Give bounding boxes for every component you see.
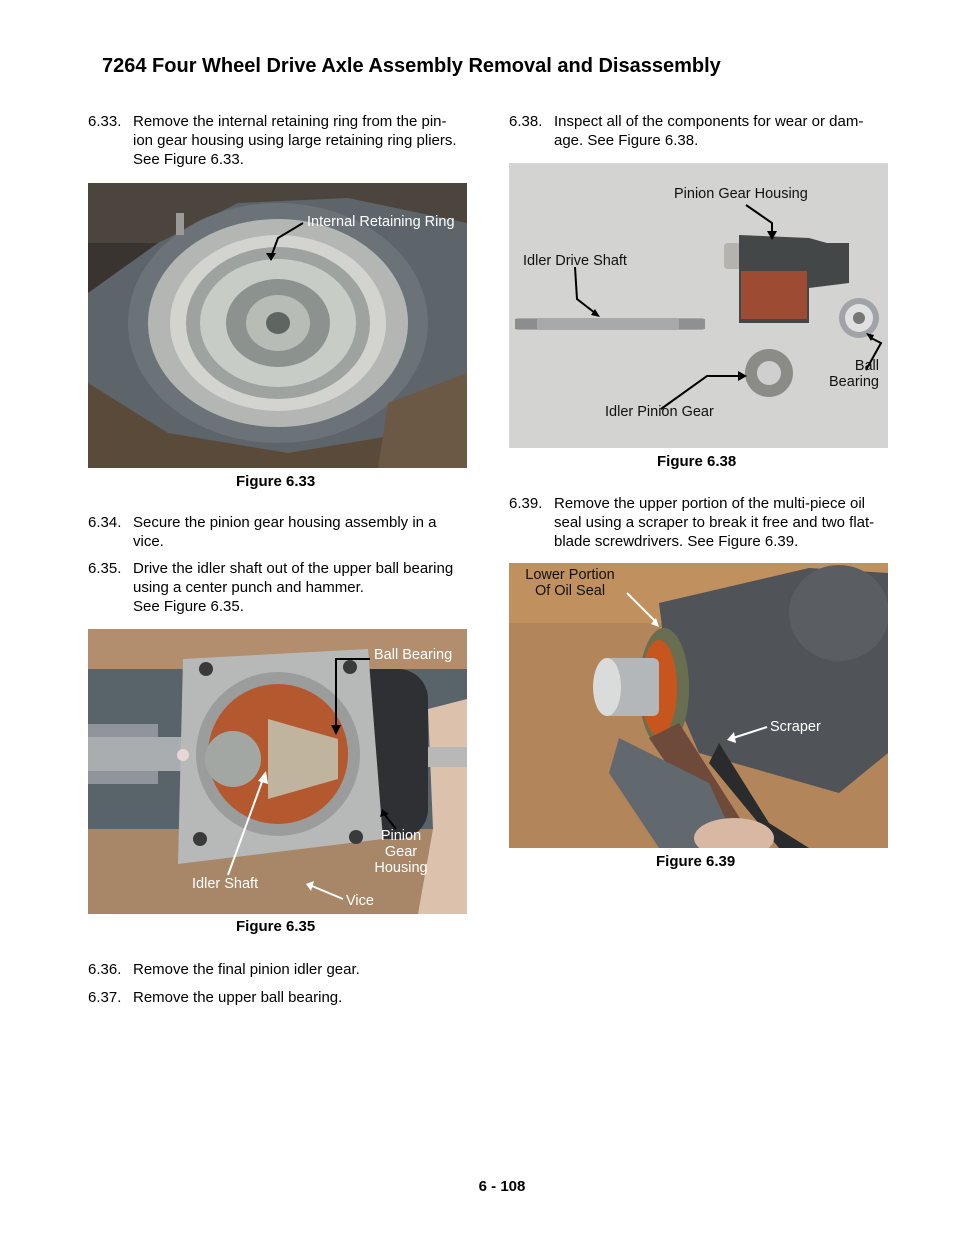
callout-idler-shaft: Idler Shaft	[192, 876, 259, 892]
figure-caption: Figure 6.38	[657, 453, 737, 470]
step-number: 6.37.	[88, 989, 122, 1006]
figure-caption: Figure 6.35	[236, 918, 316, 935]
step-number: 6.35.	[88, 560, 122, 577]
step-text-line: Drive the idler shaft out of the upper ball bearing	[133, 560, 454, 577]
callout-idler-pinion-gear: Idler Pinion Gear	[605, 404, 714, 420]
step-text-line: using a center punch and hammer.	[133, 579, 364, 596]
callout-ball-bearing: Ball Bearing	[374, 647, 453, 663]
step-text-line: Inspect all of the components for wear or dam-	[554, 113, 864, 130]
callout-internal-retaining-ring: Internal Retaining Ring	[307, 214, 455, 230]
step-text-line: Secure the pinion gear housing assembly in a	[133, 514, 437, 531]
figure-6-39-photo	[509, 563, 888, 848]
callout-line: Ball	[854, 358, 879, 374]
step-text-line: age. See Figure 6.38.	[554, 132, 699, 149]
figure-6-33-photo	[88, 183, 467, 468]
callout-line: Of Oil Seal	[534, 583, 606, 599]
callout-ball-bearing	[825, 358, 879, 390]
step-text-line: ion gear housing using large retaining ring pliers.	[133, 132, 457, 149]
callout-line: Lower Portion	[525, 567, 615, 583]
step-text-line: Remove the upper ball bearing.	[133, 989, 343, 1006]
step-number: 6.38.	[509, 113, 543, 130]
step-number: 6.34.	[88, 514, 122, 531]
step-text-line: vice.	[133, 533, 164, 550]
callout-lower-portion-oil-seal	[515, 567, 625, 599]
figure-6-38-photo	[509, 163, 888, 448]
page-title: 7264 Four Wheel Drive Axle Assembly Removal and Disassembly	[102, 55, 721, 77]
callout-scraper: Scraper	[770, 719, 821, 735]
figure-caption: Figure 6.33	[236, 473, 316, 490]
step-text-line: seal using a scraper to break it free and two flat-	[554, 514, 875, 531]
step-number: 6.39.	[509, 495, 543, 512]
callout-line: Pinion	[380, 828, 422, 844]
callout-idler-drive-shaft: Idler Drive Shaft	[523, 253, 627, 269]
step-text-line: See Figure 6.35.	[133, 598, 244, 615]
step-text-line: See Figure 6.33.	[133, 151, 244, 168]
callout-vice: Vice	[346, 893, 374, 909]
figure-caption: Figure 6.39	[656, 853, 736, 870]
callout-line: Housing	[374, 860, 428, 876]
step-text-line: Remove the final pinion idler gear.	[133, 961, 360, 978]
step-text-line: Remove the internal retaining ring from the pin-	[133, 113, 447, 130]
figure-6-35-photo	[88, 629, 467, 914]
callout-pinion-gear-housing	[373, 828, 429, 876]
step-number: 6.36.	[88, 961, 122, 978]
callout-line: Gear	[384, 844, 418, 860]
page-number	[0, 1178, 954, 1195]
step-text-line: Remove the upper portion of the multi-piece oil	[554, 495, 866, 512]
callout-pinion-gear-housing: Pinion Gear Housing	[674, 186, 808, 202]
callout-line: Bearing	[829, 374, 879, 390]
page-number-text: 6 - 108	[478, 1178, 526, 1195]
step-text-line: blade screwdrivers. See Figure 6.39.	[554, 533, 799, 550]
step-number: 6.33.	[88, 113, 122, 130]
